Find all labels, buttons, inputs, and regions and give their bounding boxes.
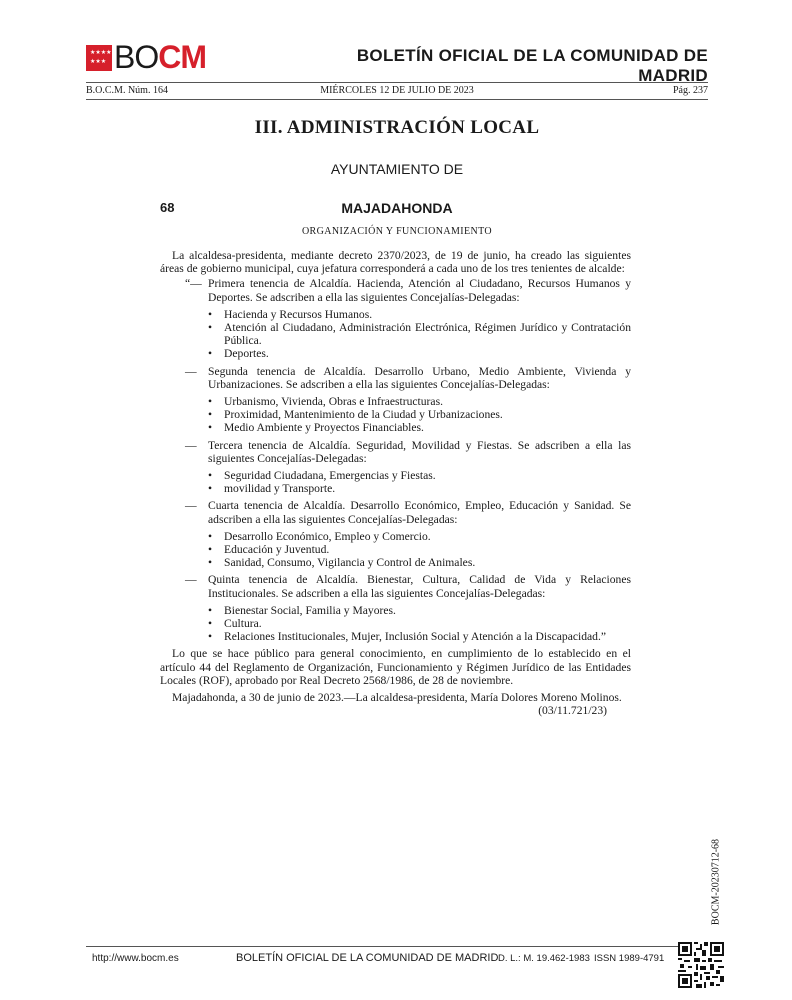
bullet-icon: • xyxy=(208,482,213,496)
bullet-icon: • xyxy=(208,307,213,321)
list-item-text: Hacienda y Recursos Humanos. xyxy=(224,307,373,321)
bullet-icon: • xyxy=(208,603,213,617)
list-item-text: Deportes. xyxy=(224,347,269,361)
tenencia-text: Cuarta tenencia de Alcaldía. Desarrollo Económico, Empleo, Educación y Sanidad. Se adscriben a ella las siguientes Concejalías-Delegadas: xyxy=(208,499,631,526)
tenencia-2 xyxy=(160,365,631,391)
tenencia-5-list xyxy=(160,604,631,644)
dash-marker: — xyxy=(185,438,197,452)
tenencia-1-list xyxy=(160,308,631,361)
document-code-text: BOCM-20230712-68 xyxy=(710,838,722,926)
subheading: ORGANIZACIÓN Y FUNCIONAMIENTO xyxy=(301,226,493,237)
list-item-text: movilidad y Transporte. xyxy=(224,482,336,496)
list-item xyxy=(160,556,631,569)
footer-title: BOLETÍN OFICIAL DE LA COMUNIDAD DE MADRID xyxy=(236,952,499,964)
bullet-icon: • xyxy=(208,469,213,483)
list-item-text: Relaciones Institucionales, Mujer, Inclusión Social y Atención a la Discapacidad.” xyxy=(224,630,607,644)
reference-code: (03/11.721/23) xyxy=(538,704,607,718)
announcement-number: 68 xyxy=(160,200,175,215)
header-rule xyxy=(86,82,708,83)
list-item xyxy=(160,530,631,543)
section-title: III. ADMINISTRACIÓN LOCAL xyxy=(254,117,540,138)
closing-paragraph: Lo que se hace público para general conocimiento, en cumplimiento de lo establecido en el artículo 44 del Reglamento de Organización, Funcionamiento y Régimen Jurídico de las Entidades Locales (ROF), aprobado por Real Decreto 2568/1986, de 28 de noviembre. xyxy=(160,647,631,687)
announcement-body xyxy=(160,249,631,718)
signature-paragraph: Majadahonda, a 30 de junio de 2023.—La alcaldesa-presidenta, María Dolores Moreno Molinos. xyxy=(172,691,622,705)
list-item-text: Seguridad Ciudadana, Emergencias y Fiestas. xyxy=(224,469,436,483)
tenencia-text: Tercera tenencia de Alcaldía. Seguridad, Movilidad y Fiestas. Se adscriben a ella las siguientes Concejalías-Delegadas: xyxy=(208,438,631,465)
town-heading: MAJADAHONDA xyxy=(341,200,453,216)
list-item xyxy=(160,395,631,408)
tenencia-4 xyxy=(160,499,631,525)
list-item xyxy=(160,308,631,321)
list-item xyxy=(160,421,631,434)
logo-text-cm: CM xyxy=(158,39,206,75)
list-item-text: Medio Ambiente y Proyectos Financiables. xyxy=(224,421,424,435)
list-item xyxy=(160,469,631,482)
bocm-logo xyxy=(86,39,206,75)
list-item xyxy=(160,482,631,495)
footer-rule xyxy=(86,946,708,947)
list-item xyxy=(160,604,631,617)
list-item-text: Bienestar Social, Familia y Mayores. xyxy=(224,603,396,617)
tenencia-1 xyxy=(160,277,631,303)
page-number: Pág. 237 xyxy=(673,85,708,96)
list-item xyxy=(160,321,631,347)
tenencia-3 xyxy=(160,439,631,465)
footer-legal-deposit: D. L.: M. 19.462-1983 xyxy=(498,953,590,964)
tenencia-text: Quinta tenencia de Alcaldía. Bienestar, Cultura, Calidad de Vida y Relaciones Institucionales. Se adscriben a ella las siguientes Concejalías-Delegadas: xyxy=(208,573,631,600)
madrid-flag-icon: ★★★★ ★★★ xyxy=(86,45,112,71)
list-item xyxy=(160,617,631,630)
issue-number: B.O.C.M. Núm. 164 xyxy=(86,85,168,96)
bullet-icon: • xyxy=(208,347,213,361)
logo-wordmark xyxy=(114,39,206,75)
qr-code-icon xyxy=(678,942,724,988)
tenencia-5 xyxy=(160,573,631,599)
list-item-text: Cultura. xyxy=(224,617,262,631)
tenencia-2-list xyxy=(160,395,631,435)
bullet-icon: • xyxy=(208,321,213,335)
list-item-text: Atención al Ciudadano, Administración Electrónica, Régimen Jurídico y Contratación Pública. xyxy=(224,321,631,348)
list-item-text: Educación y Juventud. xyxy=(224,543,330,557)
list-item xyxy=(160,347,631,360)
list-item-text: Urbanismo, Vivienda, Obras e Infraestructuras. xyxy=(224,395,443,409)
bullet-icon: • xyxy=(208,556,213,570)
bullet-icon: • xyxy=(208,543,213,557)
tenencia-text: Segunda tenencia de Alcaldía. Desarrollo Urbano, Medio Ambiente, Vivienda y Urbanizaciones. Se adscriben a ella las siguientes Concejalías-Delegadas: xyxy=(208,364,631,391)
dash-marker: — xyxy=(185,573,197,587)
tenencia-4-list xyxy=(160,530,631,570)
dash-marker: “— xyxy=(185,277,202,291)
list-item-text: Sanidad, Consumo, Vigilancia y Control de Animales. xyxy=(224,556,476,570)
bulletin-title: BOLETÍN OFICIAL DE LA COMUNIDAD DE MADRID xyxy=(356,46,708,85)
ayuntamiento-heading: AYUNTAMIENTO DE xyxy=(330,161,464,177)
list-item xyxy=(160,543,631,556)
tenencia-3-list xyxy=(160,469,631,495)
bullet-icon: • xyxy=(208,395,213,409)
bullet-icon: • xyxy=(208,408,213,422)
list-item xyxy=(160,630,631,643)
footer-url[interactable]: http://www.bocm.es xyxy=(92,953,179,964)
footer-issn: ISSN 1989-4791 xyxy=(594,953,665,964)
bullet-icon: • xyxy=(208,617,213,631)
meta-rule xyxy=(86,99,708,100)
issue-date: MIÉRCOLES 12 DE JULIO DE 2023 xyxy=(320,85,474,96)
bullet-icon: • xyxy=(208,630,213,644)
dash-marker: — xyxy=(185,499,197,513)
bullet-icon: • xyxy=(208,421,213,435)
intro-paragraph: La alcaldesa-presidenta, mediante decreto 2370/2023, de 19 de junio, ha creado las siguientes áreas de gobierno municipal, cuya jefatura corresponderá a cada uno de los tres tenientes de alcalde: xyxy=(160,249,631,276)
document-code-vertical xyxy=(702,826,730,938)
list-item xyxy=(160,408,631,421)
list-item-text: Proximidad, Mantenimiento de la Ciudad y Urbanizaciones. xyxy=(224,408,503,422)
logo-text-bo: BO xyxy=(114,39,159,75)
tenencia-text: Primera tenencia de Alcaldía. Hacienda, Atención al Ciudadano, Recursos Humanos y Deportes. Se adscriben a ella las siguientes Concejalías-Delegadas: xyxy=(208,277,631,304)
list-item-text: Desarrollo Económico, Empleo y Comercio. xyxy=(224,529,431,543)
bullet-icon: • xyxy=(208,529,213,543)
dash-marker: — xyxy=(185,364,197,378)
